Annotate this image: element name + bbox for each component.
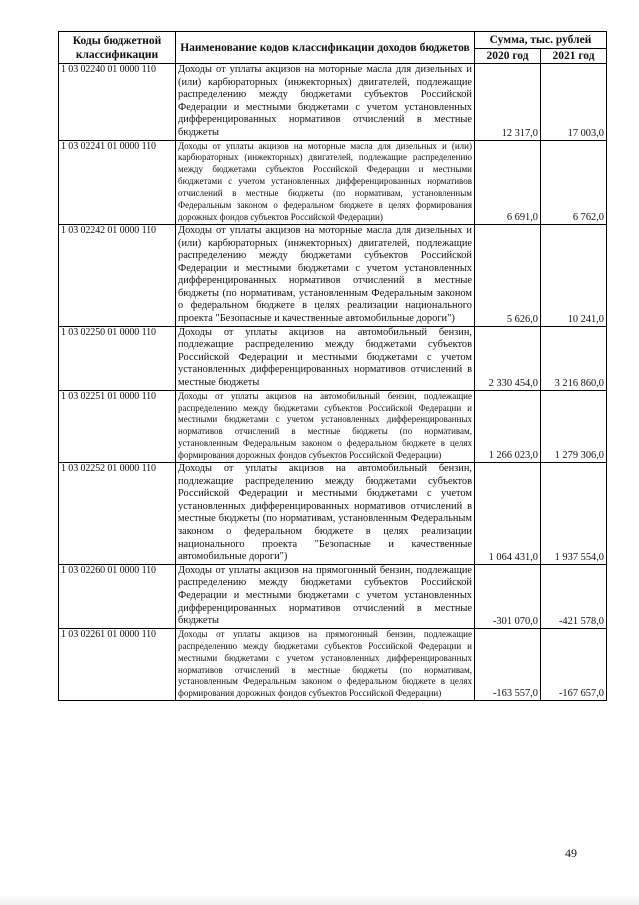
- row-value-2021: 10 241,0: [541, 224, 607, 326]
- row-code: 1 03 02240 01 0000 110: [59, 64, 176, 141]
- row-name: Доходы от уплаты акцизов на моторные масла для дизельных и (или) карбюраторных (инжекторных) двигателей, подлежащие распределению между бюджетами субъектов Российской Федерации и местными бюджетами с учетом установленных дифференцированных нормативов отчислений в местные бюджеты (по нормативам, установленным Федеральным законом о федеральном бюджете в целях формирования дорожных фондов субъектов Российской Федерации): [176, 140, 475, 224]
- header-year-2021: 2021 год: [541, 49, 607, 64]
- row-code: 1 03 02242 01 0000 110: [59, 224, 176, 326]
- table-row: [59, 564, 607, 628]
- row-value-2021: -167 657,0: [541, 628, 607, 700]
- row-value-2021: 3 216 860,0: [541, 326, 607, 390]
- row-value-2020: -163 557,0: [475, 628, 541, 700]
- row-value-2020: 6 691,0: [475, 140, 541, 224]
- budget-income-table: [58, 31, 607, 701]
- row-name: Доходы от уплаты акцизов на прямогонный бензин, подлежащие распределению между бюджетами субъектов Российской Федерации и местными бюджетами с учетом установленных дифференцированных нормативов отчислений в местные бюджеты: [176, 564, 475, 628]
- table-row: [59, 224, 607, 326]
- header-codes: Коды бюджетной классификации: [59, 32, 176, 64]
- row-name: Доходы от уплаты акцизов на прямогонный бензин, подлежащие распределению между бюджетами субъектов Российской Федерации и местными бюджетами с учетом установленных дифференцированных нормативов отчислений в местные бюджеты (по нормативам, установленным Федеральным законом о федеральном бюджете в целях формирования дорожных фондов субъектов Российской Федерации): [176, 628, 475, 700]
- table-row: [59, 140, 607, 224]
- row-value-2021: -421 578,0: [541, 564, 607, 628]
- row-code: 1 03 02251 01 0000 110: [59, 390, 176, 462]
- document-page: [58, 31, 606, 701]
- row-code: 1 03 02261 01 0000 110: [59, 628, 176, 700]
- row-value-2021: 17 003,0: [541, 64, 607, 141]
- row-name: Доходы от уплаты акцизов на автомобильный бензин, подлежащие распределению между бюджетами субъектов Российской Федерации и местными бюджетами с учетом установленных дифференцированных нормативов отчислений в местные бюджеты (по нормативам, установленным Федеральным законом о федеральном бюджете в целях реализации национального проекта "Безопасные и качественные автомобильные дороги"): [176, 463, 475, 565]
- table-row: [59, 390, 607, 462]
- row-code: 1 03 02241 01 0000 110: [59, 140, 176, 224]
- row-value-2021: 6 762,0: [541, 140, 607, 224]
- row-code: 1 03 02252 01 0000 110: [59, 463, 176, 565]
- table-row: [59, 64, 607, 141]
- row-code: 1 03 02260 01 0000 110: [59, 564, 176, 628]
- row-value-2020: 1 266 023,0: [475, 390, 541, 462]
- header-year-2020: 2020 год: [475, 49, 541, 64]
- row-code: 1 03 02250 01 0000 110: [59, 326, 176, 390]
- row-name: Доходы от уплаты акцизов на моторные масла для дизельных и (или) карбюраторных (инжекторных) двигателей, подлежащие распределению между бюджетами субъектов Российской Федерации и местными бюджетами с учетом установленных дифференцированных нормативов отчислений в местные бюджеты (по нормативам, установленным Федеральным законом о федеральном бюджете в целях реализации национального проекта "Безопасные и качественные автомобильные дороги"): [176, 224, 475, 326]
- table-row: [59, 628, 607, 700]
- row-value-2021: 1 279 306,0: [541, 390, 607, 462]
- row-name: Доходы от уплаты акцизов на автомобильный бензин, подлежащие распределению между бюджетами субъектов Российской Федерации и местными бюджетами с учетом установленных дифференцированных нормативов отчислений в местные бюджеты: [176, 326, 475, 390]
- row-value-2020: -301 070,0: [475, 564, 541, 628]
- header-sum: Сумма, тыс. рублей: [475, 32, 607, 49]
- row-value-2020: 5 626,0: [475, 224, 541, 326]
- table-row: [59, 326, 607, 390]
- row-value-2020: 1 064 431,0: [475, 463, 541, 565]
- table-row: [59, 463, 607, 565]
- scan-edge: [0, 895, 639, 905]
- row-value-2020: 12 317,0: [475, 64, 541, 141]
- header-names: Наименование кодов классификации доходов бюджетов: [176, 32, 475, 64]
- row-name: Доходы от уплаты акцизов на автомобильный бензин, подлежащие распределению между бюджетами субъектов Российской Федерации и местными бюджетами с учетом установленных дифференцированных нормативов отчислений в местные бюджеты (по нормативам, установленным Федеральным законом о федеральном бюджете в целях формирования дорожных фондов субъектов Российской Федерации): [176, 390, 475, 462]
- row-name: Доходы от уплаты акцизов на моторные масла для дизельных и (или) карбюраторных (инжекторных) двигателей, подлежащие распределению между бюджетами субъектов Российской Федерации и местными бюджетами с учетом установленных дифференцированных нормативов отчислений в местные бюджеты: [176, 64, 475, 141]
- page-number: 49: [565, 846, 577, 860]
- row-value-2021: 1 937 554,0: [541, 463, 607, 565]
- row-value-2020: 2 330 454,0: [475, 326, 541, 390]
